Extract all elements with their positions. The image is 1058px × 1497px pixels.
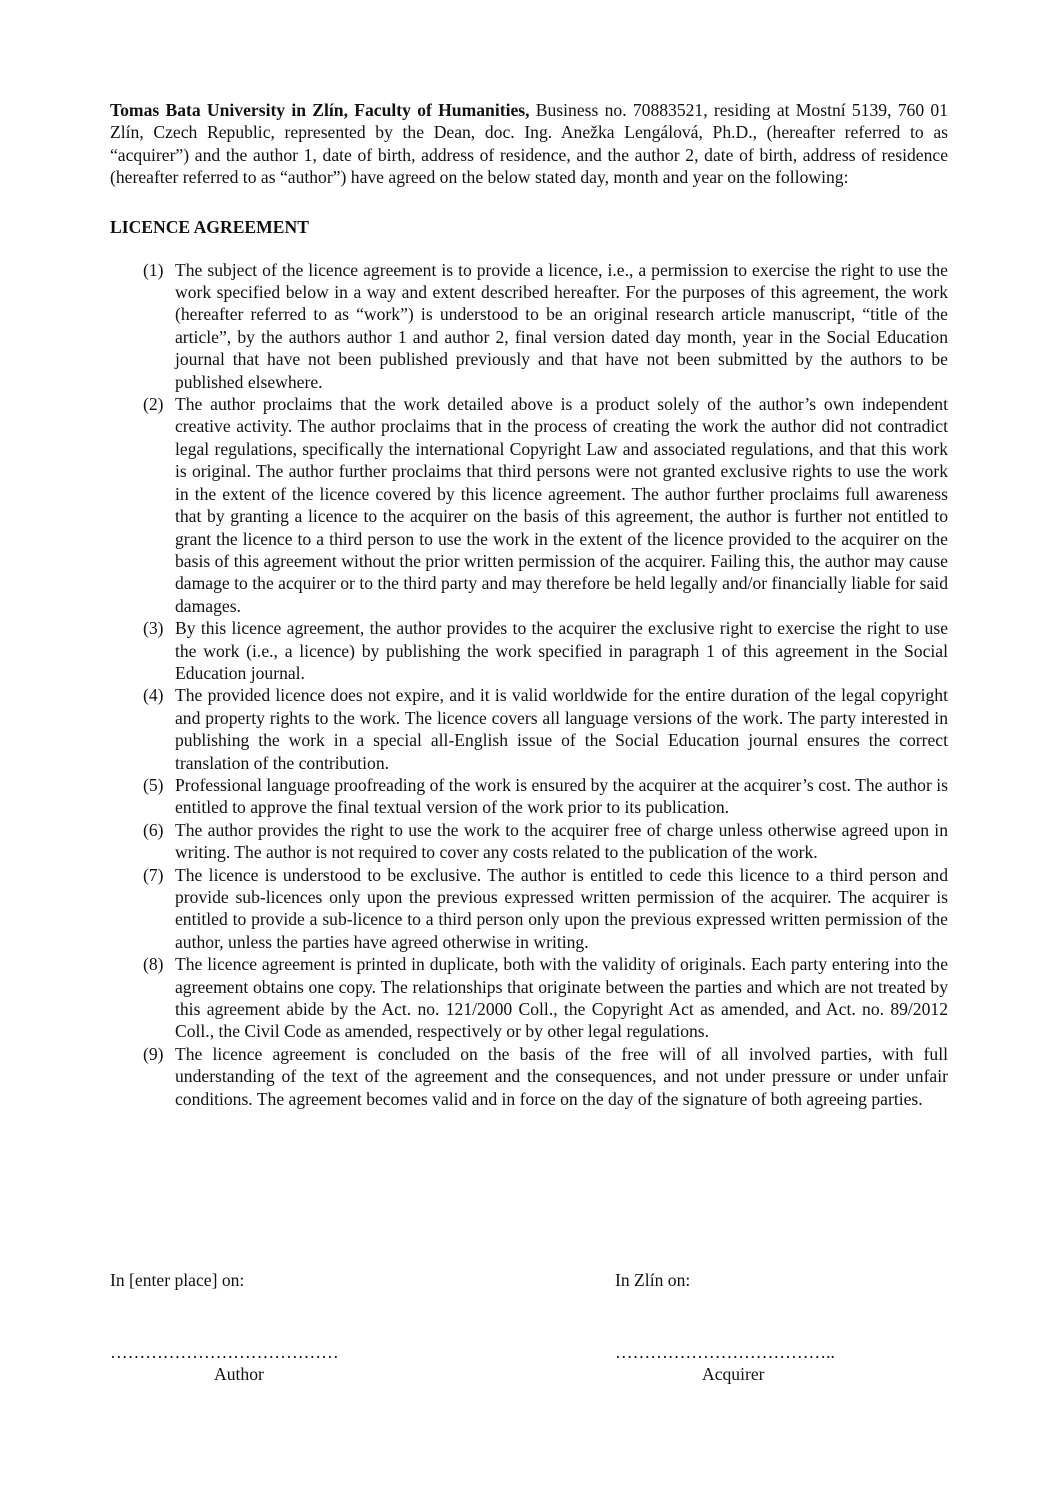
clause-9 bbox=[110, 1043, 948, 1110]
acquirer-role-label: Acquirer bbox=[702, 1364, 765, 1384]
clause-number: (8) bbox=[143, 954, 164, 975]
acquirer-signature-line: ……………………………….. bbox=[615, 1342, 835, 1362]
clause-text: The author provides the right to use the work to the acquirer free of charge unless otherwise agreed upon in writing. The author is not required to cover any costs related to the publication of the work. bbox=[175, 819, 948, 863]
clause-number: (1) bbox=[143, 259, 164, 280]
clause-text: The subject of the licence agreement is to provide a licence, i.e., a permission to exercise the right to use the work specified below in a way and extent described hereafter. For the purposes of this agreement, the work (hereafter referred to as “work”) is understood to be an original research article manuscript, “title of the article”, by the authors author 1 and author 2, final version dated day month, year in the Social Education journal that have not been published previously and that have not been submitted by the authors to be published elsewhere. bbox=[175, 259, 948, 392]
clause-number: (6) bbox=[143, 819, 164, 840]
clause-6 bbox=[110, 819, 948, 864]
clause-number: (7) bbox=[143, 864, 164, 885]
acquirer-signature-block bbox=[615, 1269, 915, 1385]
intro-text: Business no. 70883521, residing at Mostní 5139, 760 01 Zlín, Czech Republic, represented by the Dean, doc. Ing. Anežka Lengálová, Ph.D., (hereafter referred to as “acquirer”) and the author 1, date of birth, address of residence, and the author 2, date of birth, address of residence (hereafter referred to as “author”) have agreed on the below stated day, month and year on the following: bbox=[110, 100, 948, 188]
clause-text: The licence agreement is concluded on the basis of the free will of all involved parties, with full understanding of the text of the agreement and the consequences, and not under pressure or under unfair conditions. The agreement becomes valid and in force on the day of the signature of both agreeing parties. bbox=[175, 1043, 948, 1109]
clause-number: (2) bbox=[143, 394, 164, 415]
author-signature-line: ………………………………… bbox=[110, 1342, 339, 1362]
clause-number: (9) bbox=[143, 1043, 164, 1064]
signature-section bbox=[110, 1269, 948, 1389]
clause-4 bbox=[110, 684, 948, 774]
clause-1 bbox=[110, 259, 948, 393]
clause-5 bbox=[110, 774, 948, 819]
acquirer-place-date: In Zlín on: bbox=[615, 1270, 691, 1290]
clause-text: Professional language proofreading of the work is ensured by the acquirer at the acquirer’s cost. The author is entitled to approve the final textual version of the work prior to its publication. bbox=[175, 774, 948, 818]
clause-number: (4) bbox=[143, 685, 164, 706]
clause-7 bbox=[110, 864, 948, 954]
clause-number: (5) bbox=[143, 774, 164, 795]
clause-text: The licence is understood to be exclusive. The author is entitled to cede this licence to a third person and provide sub-licences only upon the previous expressed written permission of the acquirer. The acquirer is entitled to provide a sub-licence to a third person only upon the previous expressed written permission of the author, unless the parties have agreed otherwise in writing. bbox=[175, 864, 948, 952]
clause-number: (3) bbox=[143, 618, 164, 639]
licence-document bbox=[110, 99, 948, 1110]
author-signature-block bbox=[110, 1269, 410, 1385]
intro-paragraph bbox=[110, 99, 948, 189]
clause-8 bbox=[110, 953, 948, 1043]
clause-text: The licence agreement is printed in duplicate, both with the validity of originals. Each party entering into the agreement obtains one copy. The relationships that originate between the parties and which are not treated by this agreement abide by the Act. no. 121/2000 Coll., the Copyright Act as amended, and Act. no. 89/2012 Coll., the Civil Code as amended, respectively or by other legal regulations. bbox=[175, 954, 948, 1042]
clause-3 bbox=[110, 617, 948, 684]
clause-text: The provided licence does not expire, and it is valid worldwide for the entire duration of the legal copyright and property rights to the work. The licence covers all language versions of the work. The party interested in publishing the work in a special all-English issue of the Social Education journal ensures the correct translation of the contribution. bbox=[175, 685, 948, 773]
author-place-date: In [enter place] on: bbox=[110, 1270, 245, 1290]
author-role-label: Author bbox=[214, 1364, 264, 1384]
university-name: Tomas Bata University in Zlín, Faculty of Humanities, bbox=[110, 100, 530, 120]
document-title: LICENCE AGREEMENT bbox=[110, 216, 309, 237]
clause-2 bbox=[110, 393, 948, 617]
clause-list bbox=[110, 259, 948, 1110]
clause-text: By this licence agreement, the author provides to the acquirer the exclusive right to exercise the right to use the work (i.e., a licence) by publishing the work specified in paragraph 1 of this agreement in the Social Education journal. bbox=[175, 618, 948, 683]
clause-text: The author proclaims that the work detailed above is a product solely of the author’s own independent creative activity. The author proclaims that in the process of creating the work the author did not contradict legal regulations, specifically the international Copyright Law and associated regulations, and that this work is original. The author further proclaims that third persons were not granted exclusive rights to use the work in the extent of the licence covered by this licence agreement. The author further proclaims full awareness that by granting a licence to the acquirer on the basis of this agreement, the author is further not entitled to grant the licence to a third person to use the work in the extent of the licence provided to the acquirer on the basis of this agreement without the prior written permission of the acquirer. Failing this, the author may cause damage to the acquirer or to the third party and may therefore be held legally and/or financially liable for said damages. bbox=[175, 394, 948, 616]
